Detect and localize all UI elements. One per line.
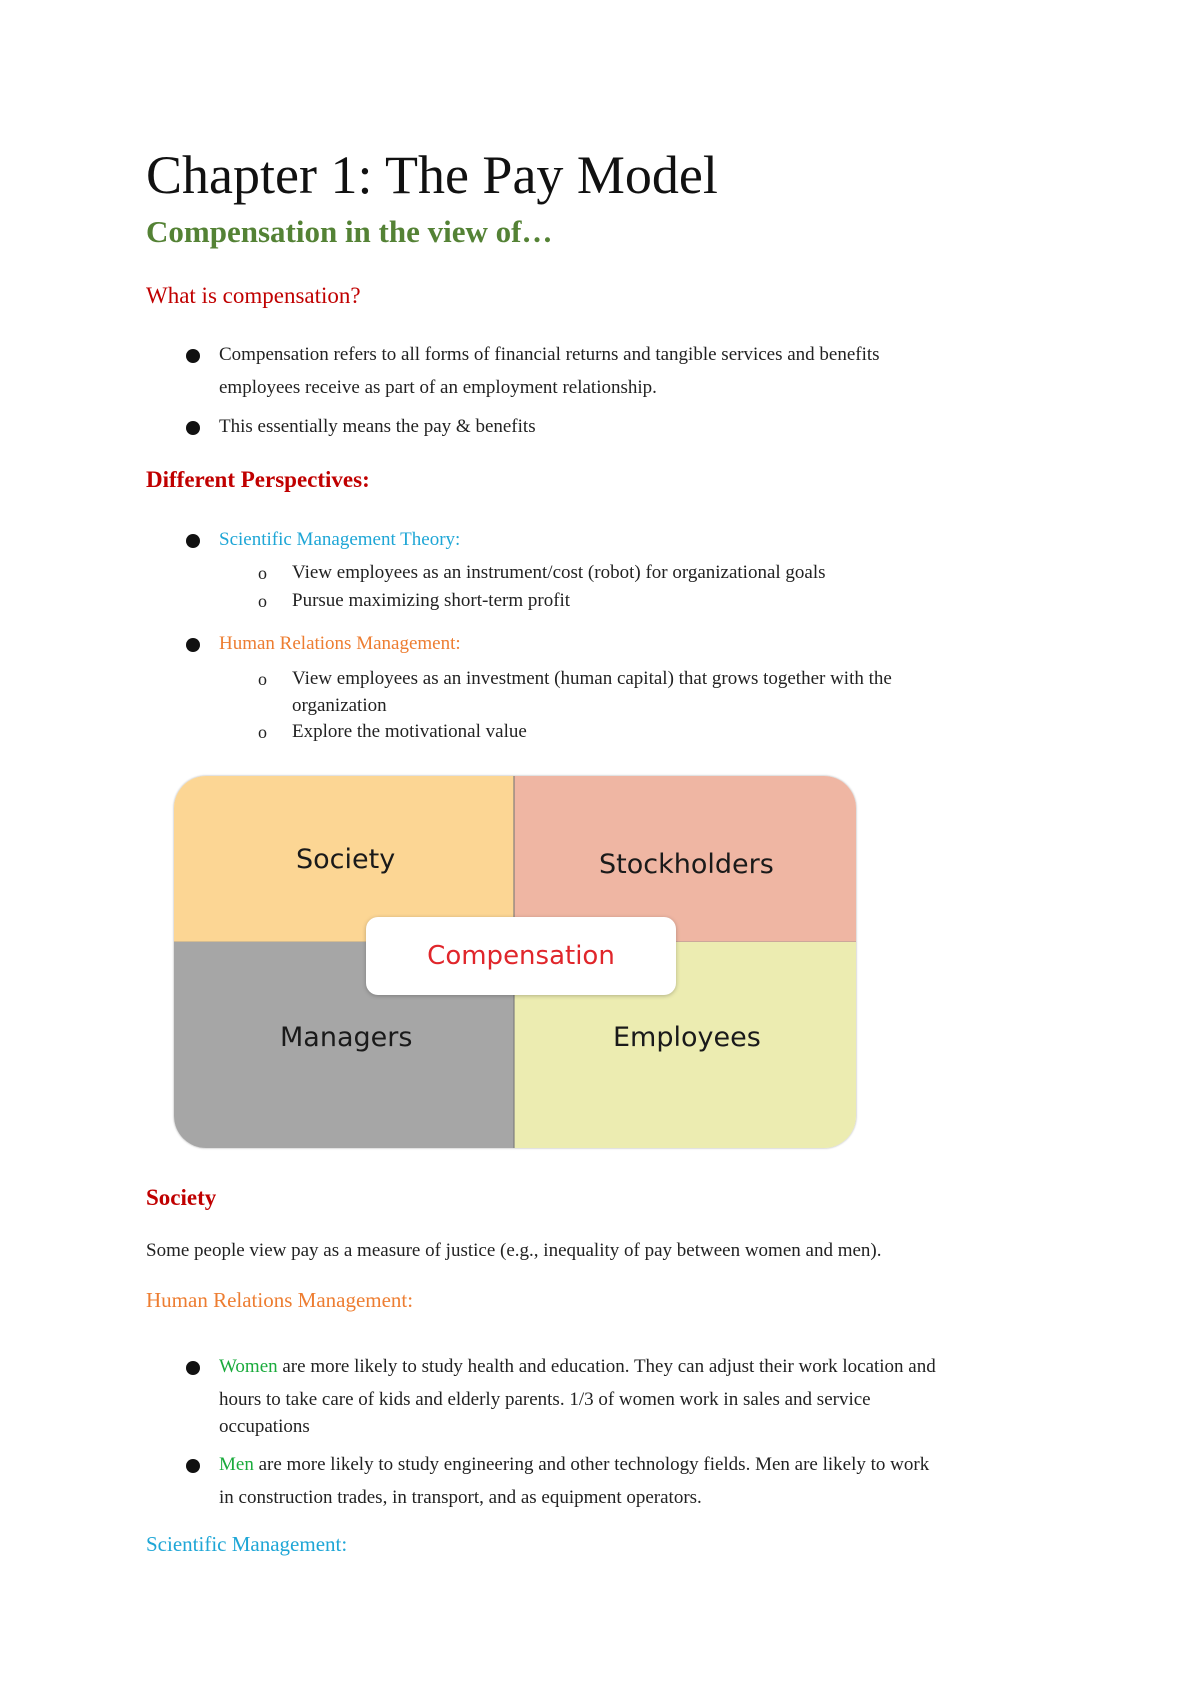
- sub-bullet-text: View employees as an instrument/cost (robot) for organizational goals: [292, 562, 826, 583]
- sub-bullet-marker: o: [258, 591, 267, 611]
- quadrant-label: Managers: [280, 1022, 413, 1053]
- bullet-text-line: Compensation refers to all forms of financial returns and tangible services and benefits: [219, 344, 880, 365]
- sub-bullet-text: Explore the motivational value: [292, 721, 527, 742]
- bullet-icon: [186, 1459, 200, 1473]
- bullet-text-line: employees receive as part of an employment relationship.: [219, 377, 657, 398]
- men-line: in construction trades, in transport, and as equipment operators.: [219, 1487, 702, 1508]
- quadrant-label: Employees: [613, 1022, 761, 1053]
- heading-what-is-compensation: What is compensation?: [146, 283, 361, 308]
- women-keyword: Women: [219, 1356, 278, 1377]
- sub-bullet-marker: o: [258, 669, 267, 689]
- sub-bullet-text: Pursue maximizing short-term profit: [292, 590, 571, 611]
- human-relations-label: Human Relations Management:: [219, 633, 461, 654]
- women-text: are more likely to study health and education. They can adjust their work location and: [277, 1356, 936, 1377]
- scientific-management-label: Scientific Management Theory:: [219, 529, 461, 550]
- heading-different-perspectives: Different Perspectives:: [146, 467, 370, 492]
- bullet-icon: [186, 534, 200, 548]
- men-line: [219, 1448, 929, 1481]
- quadrant-label: Stockholders: [599, 849, 774, 880]
- sub-bullet-text: View employees as an investment (human capital) that grows together with the: [292, 668, 892, 689]
- page-subtitle: Compensation in the view of…: [146, 214, 553, 249]
- men-text: are more likely to study engineering and other technology fields. Men are likely to work: [253, 1454, 930, 1475]
- sub-bullet-marker: o: [258, 563, 267, 583]
- bullet-text-line: This essentially means the pay & benefits: [219, 416, 536, 437]
- bullet-icon: [186, 421, 200, 435]
- sub-bullet-text: organization: [292, 695, 387, 716]
- sub-bullet-marker: o: [258, 722, 267, 742]
- sm-subheading: Scientific Management:: [146, 1532, 348, 1556]
- women-line: [219, 1350, 936, 1383]
- diagram-center-label: Compensation: [366, 917, 676, 995]
- bullet-icon: [186, 349, 200, 363]
- bullet-icon: [186, 638, 200, 652]
- page-title: Chapter 1: The Pay Model: [146, 145, 718, 205]
- women-line: occupations: [219, 1416, 310, 1437]
- compensation-perspectives-diagram: [174, 776, 856, 1148]
- bullet-icon: [186, 1361, 200, 1375]
- hrm-subheading: Human Relations Management:: [146, 1288, 414, 1312]
- heading-society: Society: [146, 1185, 217, 1210]
- women-line: hours to take care of kids and elderly parents. 1/3 of women work in sales and service: [219, 1389, 871, 1410]
- men-keyword: Men: [219, 1454, 254, 1475]
- quadrant-label: Society: [296, 844, 396, 875]
- society-intro: Some people view pay as a measure of justice (e.g., inequality of pay between women and men).: [146, 1240, 882, 1261]
